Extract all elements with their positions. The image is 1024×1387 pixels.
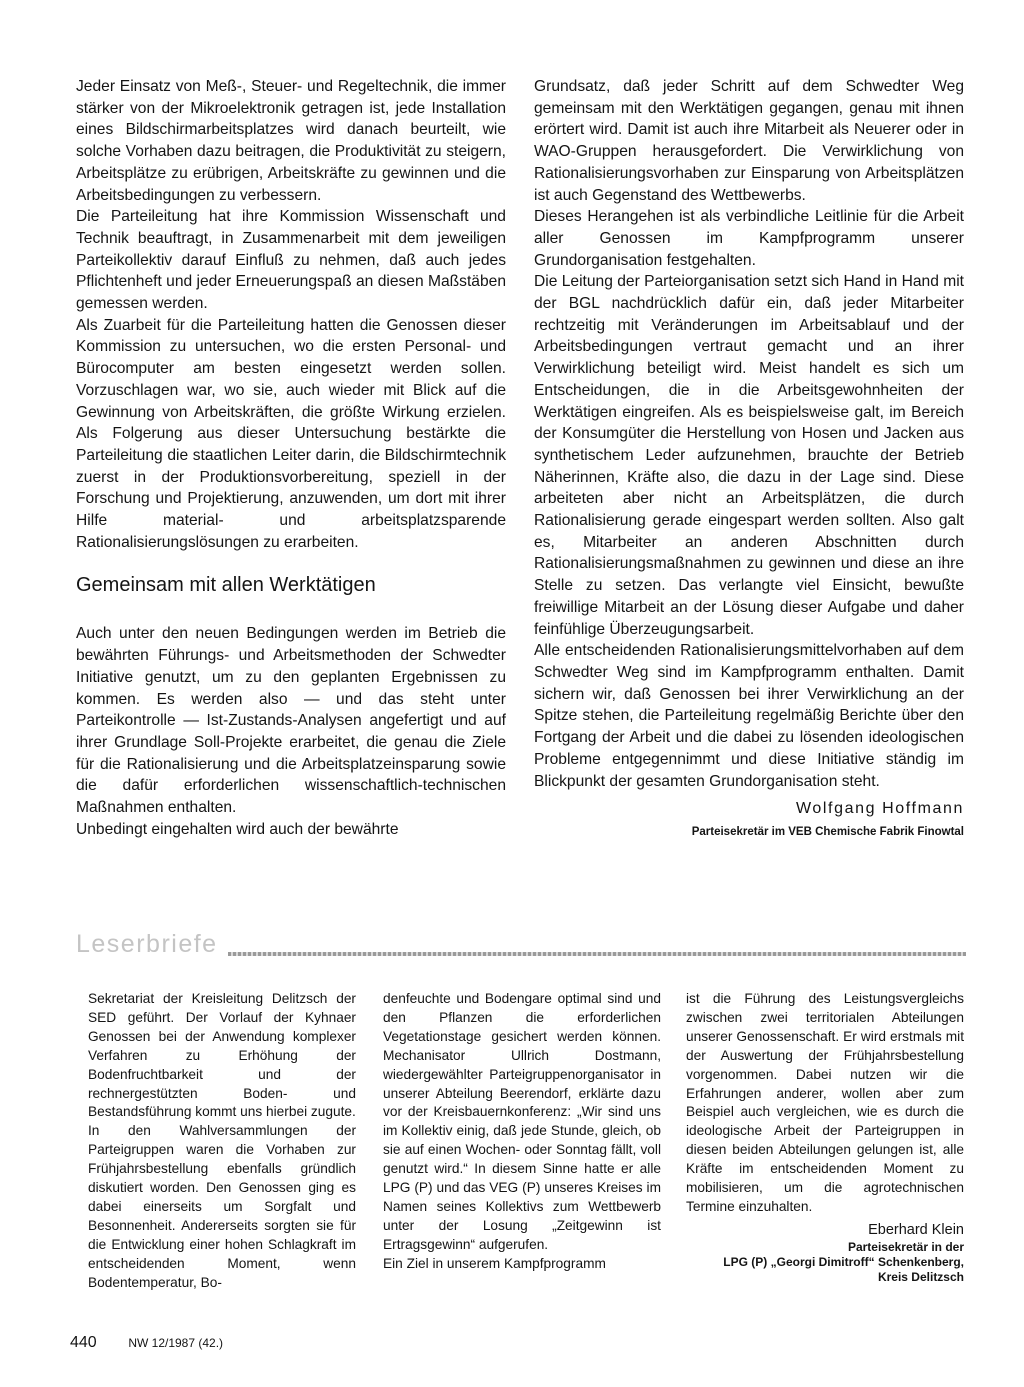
page-number: 440 bbox=[70, 1334, 97, 1351]
letters-column-2 bbox=[383, 990, 661, 1274]
section-divider bbox=[228, 952, 966, 956]
article-author: Wolfgang Hoffmann bbox=[795, 800, 964, 818]
page-footer bbox=[70, 1334, 223, 1352]
article-paragraph: Als Zuarbeit für die Parteileitung hatten die Genossen dieser Kommission zu untersuchen, wo die ersten Personal- und Bürocomputer am besten eingesetzt werden sollen. Vorzuschlagen war, wo sie, auch wieder mit Blick auf die Gewinnung von Arbeitskräften, die größte Wirkung erzielen. Als Folgerung aus dieser Untersuchung bestärkte die Parteileitung die staatlichen Leiter darin, die Bildschirmtechnik zuerst in der Produktionsvorbereitung, speziell in der Forschung und Projektierung, anzuwenden, um dort mit ihrer Hilfe material- und arbeitsplatzsparende Rationalisierungslösungen zu erarbeiten. bbox=[76, 316, 506, 551]
article-column-right bbox=[534, 76, 964, 844]
article-paragraph: Grundsatz, daß jeder Schritt auf dem Schwedter Weg gemeinsam mit den Werktätigen gegangen, genau mit ihnen erörtert wird. Damit ist auch ihre Mitarbeit als Neuerer oder in WAO-Gruppen herausgefordert. Die Verwirklichung von Rationalisierungsvorhaben zur Einsparung von Arbeitsplätzen ist auch Gegenstand des Wettbewerbs. bbox=[534, 78, 964, 204]
letters-section-title: Leserbriefe bbox=[76, 930, 218, 958]
letters-section-header bbox=[76, 930, 966, 966]
letter-paragraph: Ein Ziel in unserem Kampfprogramm bbox=[383, 1255, 606, 1271]
letter-paragraph: In den Wahlversammlungen der Parteigruppen waren die Vorhaben zur Frühjahrsbestellung ebenfalls gründlich diskutiert worden. Den Genossen ging es dabei einerseits um Sorgfalt und Besonnenheit. Andererseits sorgten sie für die Entwicklung einer hohen Schlagkraft im entscheidenden Moment, wenn Bodentemperatur, Bo- bbox=[88, 1123, 356, 1290]
article-paragraph: Auch unter den neuen Bedingungen werden im Betrieb die bewährten Führungs- und Arbeitsmethoden der Schwedter Initiative genutzt, um zu den geplanten Ergebnissen zu kommen. Es werden also — und das steht unter Parteikontrolle — Ist-Zustands-Analysen angefertigt und auf ihrer Grundlage Soll-Projekte erarbeitet, die genau die Ziele für die Rationalisierung und die Arbeitsplatzeinsparung sowie die dafür erforderlichen wissenschaftlich-technischen Maßnahmen enthalten. bbox=[76, 625, 506, 817]
letter-author-role-line: Parteisekretär in der bbox=[847, 1239, 964, 1254]
article-subheading: Gemeinsam mit allen Werktätigen bbox=[76, 574, 376, 597]
letter-paragraph: ist die Führung des Leistungsvergleichs zwischen zwei territorialen Abteilungen unserer Genossenschaft. Er wird erstmals mit der Auswertung der Frühjahrsbestellung vorgenommen. Dabei nutzen wir die Erfahrungen anderer, wollen aber zum Beispiel auch vergleichen, wie es durch die ideologische Arbeit der Parteigruppen in diesen beiden Abteilungen gelungen ist, alle Kräfte im entscheidenden Moment zu mobilisieren, um die agrotechnischen Termine einzuhalten. bbox=[686, 991, 964, 1214]
letters-column-1 bbox=[88, 990, 356, 1293]
article-paragraph: Unbedingt eingehalten wird auch der bewährte bbox=[76, 820, 399, 838]
article-paragraph: Alle entscheidenden Rationalisierungsmittelvorhaben auf dem Schwedter Weg sind im Kampfprogramm enthalten. Damit sichern wir, daß Genossen bei ihrer Verwirklichung an der Spitze stehen, die Parteileitung regelmäßig Berichte über den Fortgang der Arbeit und die dabei zu lösenden ideologischen Probleme entgegennimmt und diese Initiative ständig im Blickpunkt der gesamten Grundorganisation steht. bbox=[534, 642, 964, 790]
article-paragraph: Die Parteileitung hat ihre Kommission Wissenschaft und Technik beauftragt, in Zusammenarbeit mit dem jeweiligen Parteikollektiv darauf Einfluß zu nehmen, daß auch jedes Pflichtenheft und jeder Erneuerungspaß an diesen Maßstäben gemessen werden. bbox=[76, 208, 506, 313]
article-paragraph: Jeder Einsatz von Meß-, Steuer- und Regeltechnik, die immer stärker von der Mikroelektronik getragen ist, jede Installation eines Bildschirmarbeitsplatzes wird danach beurteilt, wie solche Vorhaben dazu beitragen, die Produktivität zu steigern, Arbeitsplätze zu erübrigen, Arbeitskräfte zu gewinnen und die Arbeitsbedingungen zu verbessern. bbox=[76, 78, 506, 204]
letters-column-3 bbox=[686, 990, 964, 1285]
letter-paragraph: Sekretariat der Kreisleitung Delitzsch der SED geführt. Der Vorlauf der Kyhnaer Genossen bei der Anwendung komplexer Verfahren zu Erhöhung der Bodenfruchtbarkeit und der rechnergestützten Boden- und Bestandsführung kommt uns hierbei zugute. bbox=[88, 991, 356, 1120]
letter-paragraph: denfeuchte und Bodengare optimal sind und den Pflanzen die erforderlichen Vegetationstage gesichert werden können. Mechanisator Ullrich Dostmann, wiedergewählter Parteigruppenorganisator in unserer Abteilung Beerendorf, erklärte dazu vor der Kreisbauernkonferenz: „Wir sind uns im Kollektiv einig, daß jede Stunde, gleich, ob sie auf einen Wochen- oder Sonntag fällt, voll genutzt wird.“ In diesem Sinne hatte er alle LPG (P) und das VEG (P) unseres Kreises im Namen seines Kollektivs zum Wettbewerb unter der Losung „Zeitgewinn ist Ertragsgewinn“ aufgerufen. bbox=[383, 991, 661, 1252]
article-author-role: Parteisekretär im VEB Chemische Fabrik Finowtal bbox=[691, 825, 964, 838]
article-paragraph: Dieses Herangehen ist als verbindliche Leitlinie für die Arbeit aller Genossen im Kampfprogramm unserer Grundorganisation festgehalten. bbox=[534, 208, 964, 269]
letter-author-role-line: Kreis Delitzsch bbox=[877, 1269, 964, 1284]
letter-author: Eberhard Klein bbox=[868, 1221, 964, 1238]
article-paragraph: Die Leitung der Parteiorganisation setzt sich Hand in Hand mit der BGL nachdrücklich dafür ein, daß jeder Mitarbeiter rechtzeitig mit Veränderungen im Arbeitsablauf und der Arbeitsbedingungen vertraut gemacht und an ihrer Verwirklichung beteiligt wird. Meist handelt es sich um Entscheidungen, die in die Arbeitsgewohnheiten der Werktätigen eingreifen. Als es beispielsweise galt, im Bereich der Konsumgüter die Herstellung von Hosen und Jacken aus synthetischem Leder aufzunehmen, brauchte der Betrieb Näherinnen, Kräfte also, die dazu in der Lage sind. Diese arbeiteten aber nicht an Arbeitsplätzen, die durch Rationalisierung gerade eingespart werden sollten. Also galt es, Mitarbeiter an anderen Abschnitten durch Rationalisierungsmaßnahmen zu gewinnen und diese an ihre Stelle zu setzen. Das verlangte viel Einsicht, bewußte freiwillige Mitarbeit an der Lösung dieser Aufgabe und daher feinfühlige Überzeugungsarbeit. bbox=[534, 273, 964, 638]
issue-label: NW 12/1987 (42.) bbox=[128, 1336, 224, 1350]
letter-author-role-line: LPG (P) „Georgi Dimitroff“ Schenkenberg, bbox=[723, 1254, 964, 1269]
article-column-left bbox=[76, 76, 506, 841]
